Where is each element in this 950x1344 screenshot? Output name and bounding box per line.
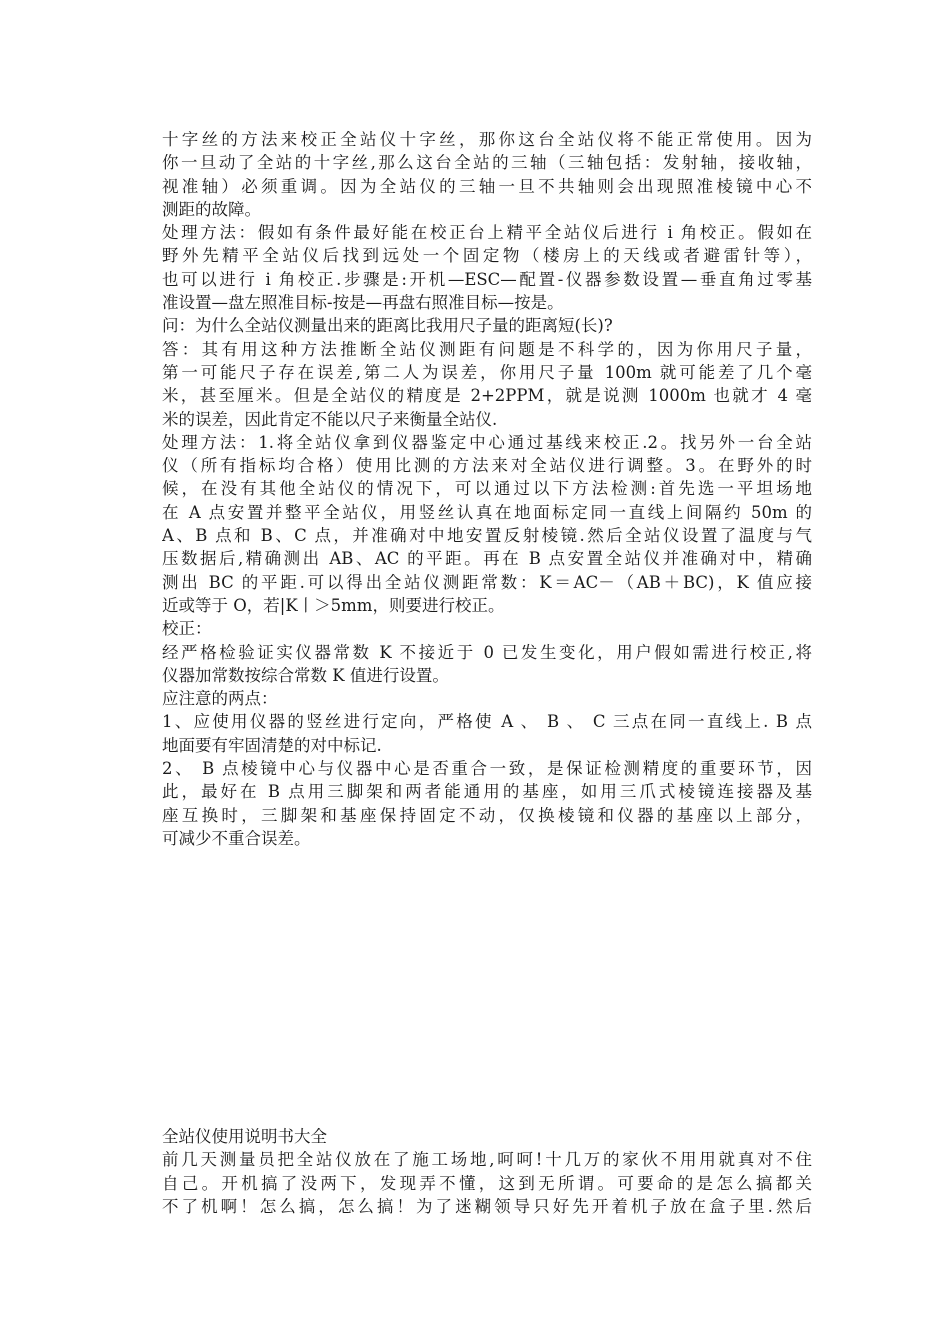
upper-text-line: 也可以进行 i 角校正.步骤是:开机—ESC—配置-仪器参数设置—垂直角过零基	[162, 269, 812, 289]
lower-text-line: 自己。开机搞了没两下，发现弄不懂，这到无所谓。可要命的是怎么搞都关	[162, 1173, 812, 1193]
upper-text-line: 处理方法：假如有条件最好能在校正台上精平全站仪后进行 i 角校正。假如在	[162, 223, 812, 243]
upper-text-line: 1、应使用仪器的竖丝进行定向，严格使 A 、 B 、 C 三点在同一直线上. B 点	[162, 712, 812, 732]
upper-text-line: 你一旦动了全站的十字丝,那么这台全站的三轴（三轴包括：发射轴，接收轴，	[162, 153, 812, 173]
upper-text-line: 十字丝的方法来校正全站仪十字丝，那你这台全站仪将不能正常使用。因为	[162, 130, 812, 149]
upper-text-line: 座互换时，三脚架和基座保持固定不动，仅换棱镜和仪器的基座以上部分，	[162, 805, 812, 825]
lower-text-line: 前几天测量员把全站仪放在了施工场地,呵呵!十几万的家伙不用用就真对不住	[162, 1150, 812, 1170]
upper-text-line: A、B 点和 B、C 点，并准确对中地安置反射棱镜.然后全站仪设置了温度与气	[162, 526, 812, 546]
upper-text-line: 应注意的两点：	[162, 689, 278, 709]
upper-text-line: 2、 B 点棱镜中心与仪器中心是否重合一致，是保证检测精度的重要环节，因	[162, 759, 812, 779]
upper-text-line: 米的误差，因此肯定不能以尺子来衡量全站仪.	[162, 409, 498, 429]
section-title: 全站仪使用说明书大全	[162, 1127, 327, 1146]
upper-text-line: 经严格检验证实仪器常数 K 不接近于 0 已发生变化，用户假如需进行校正,将	[162, 642, 812, 662]
upper-text-line: 压数据后,精确测出 AB、AC 的平距。再在 B 点安置全站仪并准确对中，精确	[162, 549, 812, 569]
upper-text-line: 问：为什么全站仪测量出来的距离比我用尺子量的距离短(长)?	[162, 316, 613, 336]
upper-text-line: 可减少不重合误差。	[162, 828, 311, 848]
upper-text-line: 在 A 点安置并整平全站仪，用竖丝认真在地面标定同一直线上间隔约 50m 的	[162, 502, 812, 522]
upper-text-line: 地面要有牢固清楚的对中标记.	[162, 735, 382, 755]
upper-text-line: 仪器加常数按综合常数 K 值进行设置。	[162, 665, 449, 685]
body-text-lower	[162, 1125, 812, 1218]
upper-text-line: 近或等于 O，若|K丨＞5mm，则要进行校正。	[162, 595, 505, 615]
upper-text-line: 视准轴）必须重调。因为全站仪的三轴一旦不共轴则会出现照准棱镜中心不	[162, 176, 812, 196]
upper-text-line: 答：其有用这种方法推断全站仪测距有问题是不科学的，因为你用尺子量，	[162, 339, 812, 359]
upper-text-line: 校正：	[162, 619, 212, 639]
upper-text-line: 此，最好在 B 点用三脚架和两者能通用的基座，如用三爪式棱镜连接器及基	[162, 782, 812, 802]
upper-text-line: 处理方法：1.将全站仪拿到仪器鉴定中心通过基线来校正.2。找另外一台全站	[162, 432, 812, 452]
body-text-upper	[162, 128, 812, 850]
upper-text-line: 仪（所有指标均合格）使用比测的方法来对全站仪进行调整。3。在野外的时	[162, 456, 812, 476]
upper-text-line: 米，甚至厘米。但是全站仪的精度是 2+2PPM，就是说测 1000m 也就才 4 毫	[162, 386, 812, 406]
upper-text-line: 测出 BC 的平距.可以得出全站仪测距常数：K＝AC－（AB＋BC)，K 值应接	[162, 572, 812, 592]
lower-text-line: 不了机啊！怎么搞，怎么搞！为了迷糊领导只好先开着机子放在盒子里.然后	[162, 1196, 812, 1216]
upper-text-line: 候，在没有其他全站仪的情况下，可以通过以下方法检测:首先选一平坦场地	[162, 479, 812, 499]
upper-text-line: 准设置—盘左照准目标-按是—再盘右照准目标—按是。	[162, 293, 564, 313]
upper-text-line: 第一可能尺子存在误差,第二人为误差，你用尺子量 100m 就可能差了几个毫	[162, 362, 812, 382]
upper-text-line: 测距的故障。	[162, 199, 261, 219]
upper-text-line: 野外先精平全站仪后找到远处一个固定物（楼房上的天线或者避雷针等），	[162, 246, 812, 266]
